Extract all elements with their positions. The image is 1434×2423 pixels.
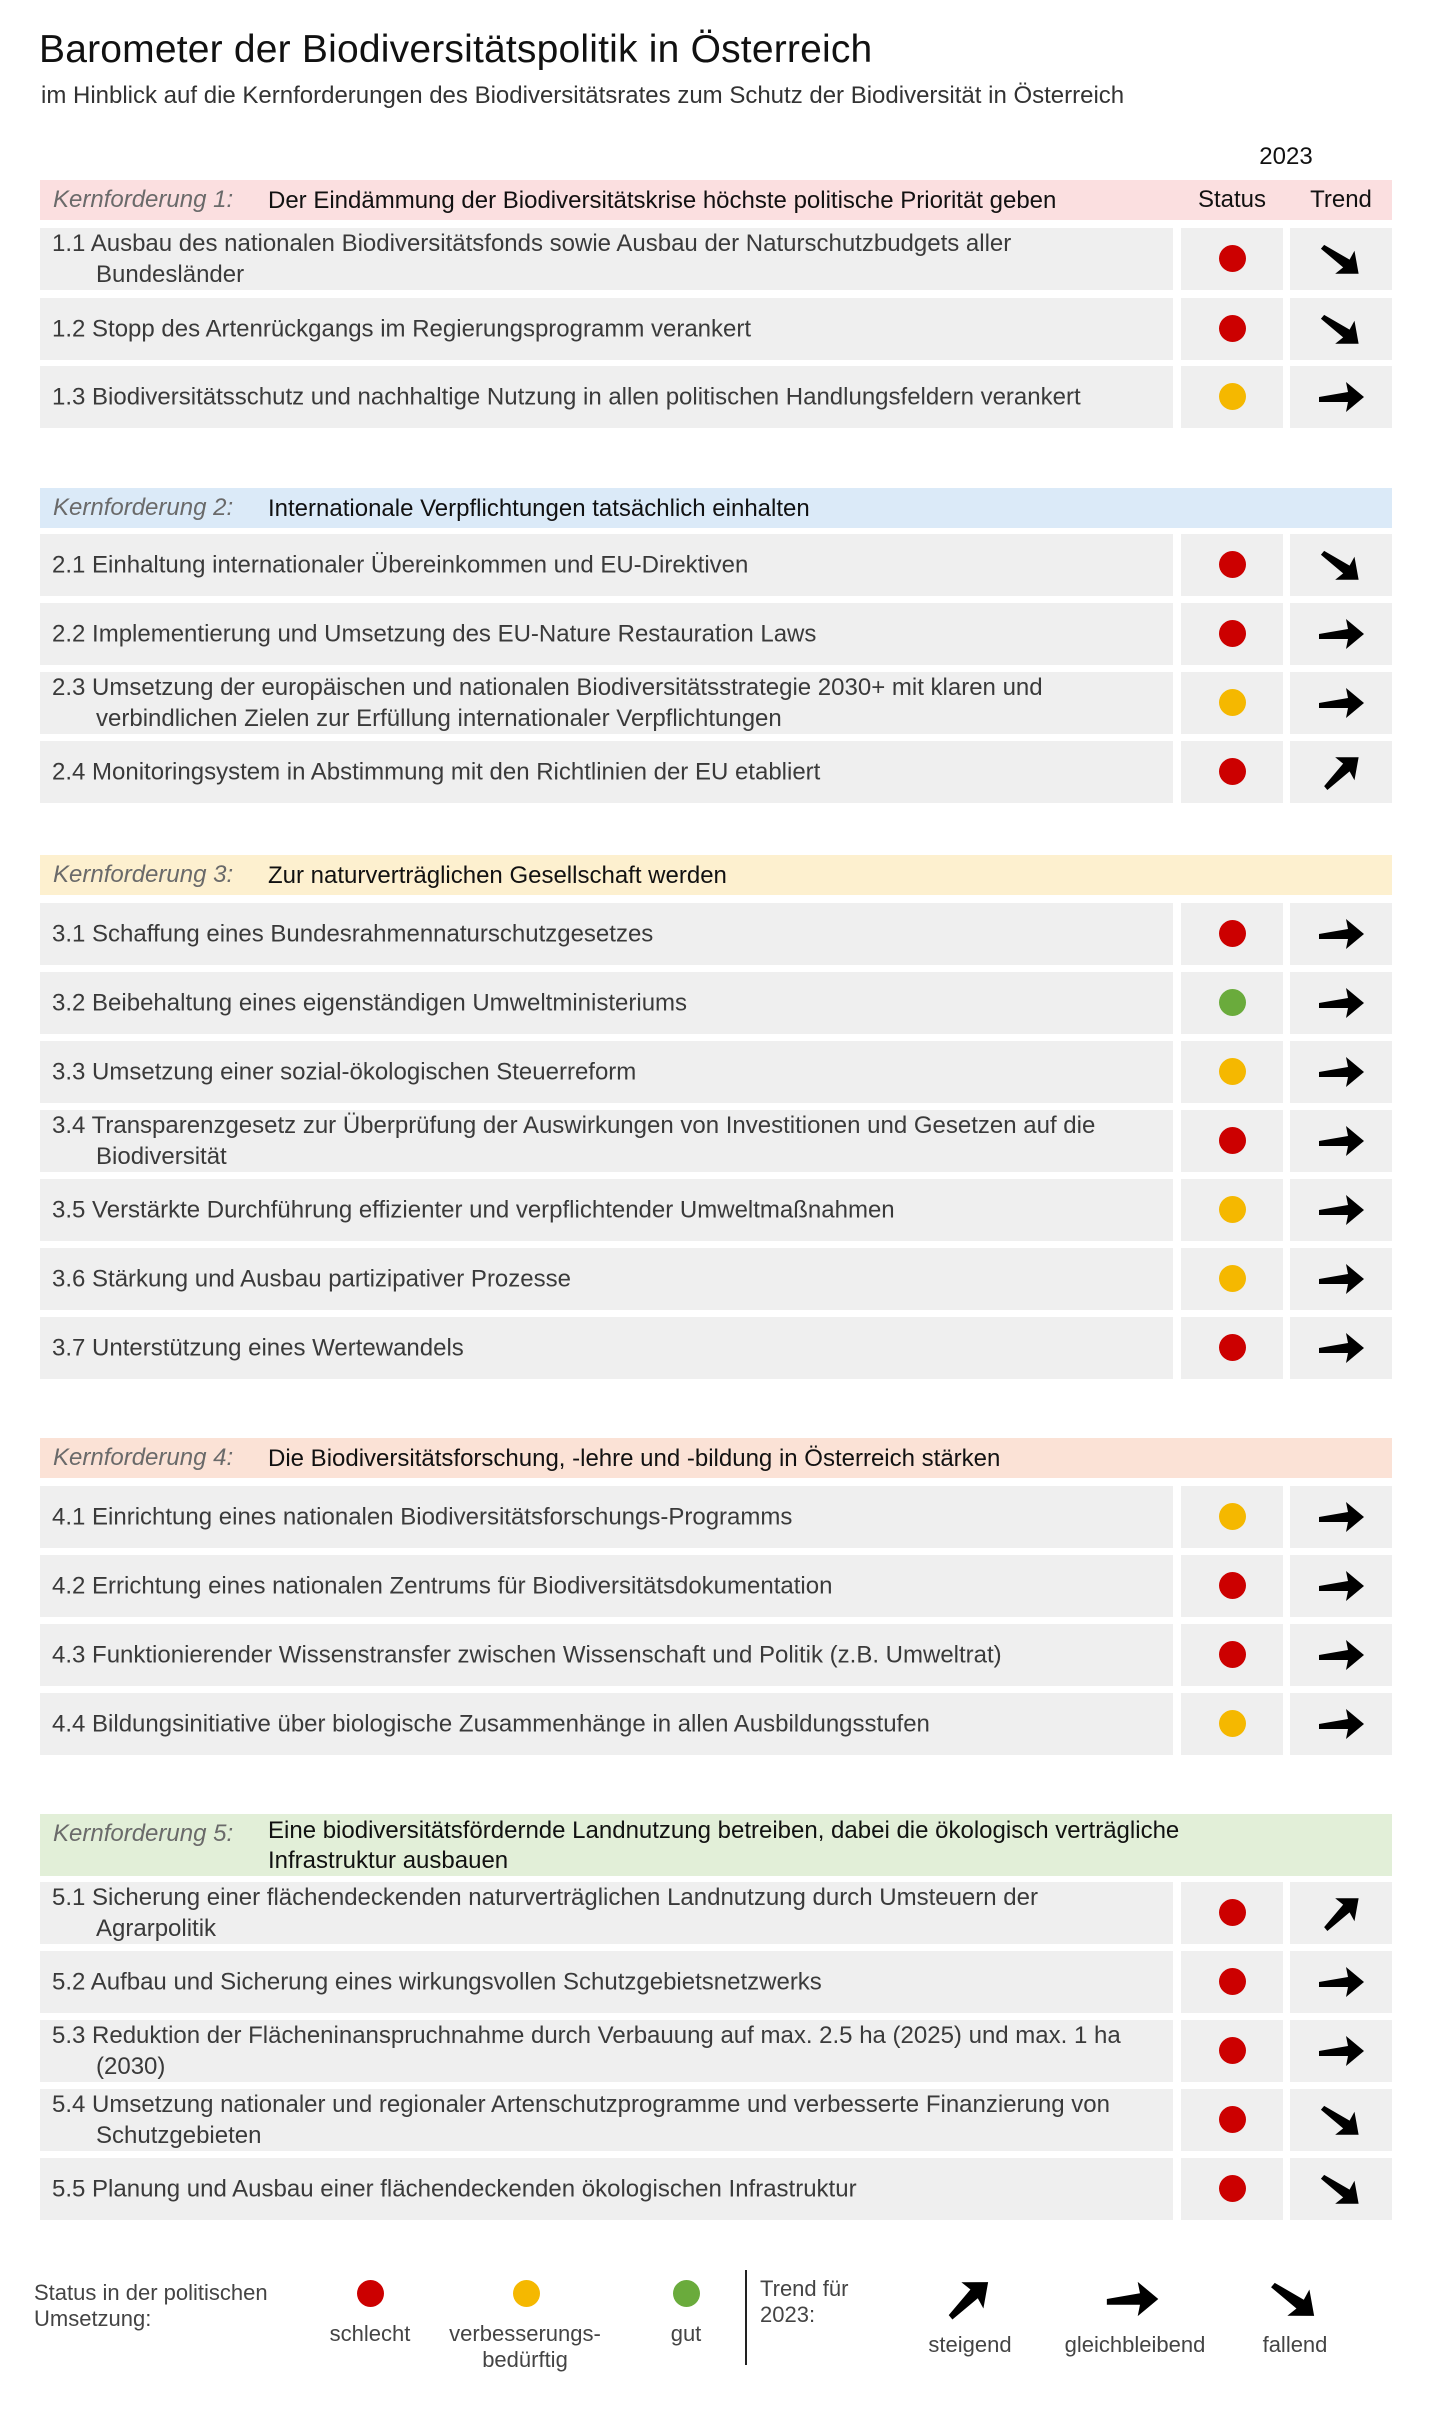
measure-row <box>40 1693 1392 1755</box>
status-dot-yellow <box>1219 1710 1246 1737</box>
trend-arrow-shape <box>1319 1502 1364 1532</box>
legend-status-title: Status in der politischen Umsetzung: <box>34 2280 268 2331</box>
measure-row <box>40 534 1392 596</box>
measure-row <box>40 2158 1392 2220</box>
status-cell <box>1181 972 1283 1034</box>
page-title: Barometer der Biodiversitätspolitik in Österreich <box>39 28 873 71</box>
trend-arrow-shape <box>1319 1640 1364 1670</box>
measure-text: 2.1 Einhaltung internationaler Übereinkommen und EU-Direktiven <box>52 551 749 579</box>
legend-dot-green <box>673 2280 700 2307</box>
trend-cell <box>1290 228 1392 290</box>
trend-arrow-shape <box>1319 1126 1364 1156</box>
measure-row <box>40 603 1392 665</box>
measure-text: 4.4 Bildungsinitiative über biologische Zusammenhänge in allen Ausbildungsstufen <box>52 1710 930 1738</box>
trend-arrow-shape <box>1315 2094 1369 2146</box>
trend-arrow-shape <box>1319 1571 1364 1601</box>
measure-text-cell <box>40 1110 1173 1172</box>
trend-gleichbleibend-arrow-icon <box>1317 1120 1365 1162</box>
measure-row <box>40 741 1392 803</box>
status-dot-red <box>1219 315 1246 342</box>
trend-gleichbleibend-arrow-icon <box>1317 1703 1365 1745</box>
status-dot-red <box>1219 551 1246 578</box>
measure-row <box>40 2089 1392 2151</box>
trend-cell <box>1290 1555 1392 1617</box>
trend-fallend-arrow-icon <box>1317 544 1365 586</box>
legend-trend-title: Trend für 2023: <box>760 2276 849 2327</box>
measure-text: 1.2 Stopp des Artenrückgangs im Regierungsprogramm verankert <box>52 315 752 343</box>
status-column-header: Status <box>1197 186 1267 213</box>
trend-cell <box>1290 1110 1392 1172</box>
status-dot-red <box>1219 1334 1246 1361</box>
measure-text: 2.4 Monitoringsystem in Abstimmung mit den Richtlinien der EU etabliert <box>52 758 821 786</box>
status-dot-yellow <box>1219 1503 1246 1530</box>
measure-text-cell <box>40 1041 1173 1103</box>
kernforderung-label: Kernforderung 4: <box>53 1444 234 1471</box>
measure-text-cell <box>40 534 1173 596</box>
trend-gleichbleibend-arrow-icon <box>1317 1565 1365 1607</box>
status-cell <box>1181 1248 1283 1310</box>
measure-text-cell <box>40 1555 1173 1617</box>
trend-cell <box>1290 366 1392 428</box>
measure-text: 3.7 Unterstützung eines Wertewandels <box>52 1334 464 1362</box>
trend-cell <box>1290 1248 1392 1310</box>
status-cell <box>1181 2158 1283 2220</box>
trend-arrow-shape <box>1319 688 1364 718</box>
trend-cell <box>1290 672 1392 734</box>
trend-fallend-arrow-icon <box>1317 2099 1365 2141</box>
measure-text: 3.3 Umsetzung einer sozial-ökologischen Steuerreform <box>52 1058 637 1086</box>
trend-arrow-shape <box>1319 2036 1364 2066</box>
measure-row <box>40 1248 1392 1310</box>
trend-cell <box>1290 972 1392 1034</box>
trend-arrow-shape <box>1319 988 1364 1018</box>
measure-row <box>40 1555 1392 1617</box>
trend-arrow-shape <box>1319 1709 1364 1739</box>
measure-text: 3.1 Schaffung eines Bundesrahmennaturschutzgesetzes <box>52 920 654 948</box>
trend-cell <box>1290 2089 1392 2151</box>
measure-text: 3.2 Beibehaltung eines eigenständigen Umweltministeriums <box>52 989 688 1017</box>
status-cell <box>1181 366 1283 428</box>
trend-cell <box>1290 1624 1392 1686</box>
measure-row <box>40 298 1392 360</box>
measure-text: 3.4 Transparenzgesetz zur Überprüfung der Auswirkungen von Investitionen und Gesetzen auf die Biodiversität <box>52 1112 1096 1170</box>
status-dot-red <box>1219 2175 1246 2202</box>
measure-text: 1.1 Ausbau des nationalen Biodiversitätsfonds sowie Ausbau der Naturschutzbudgets aller Bundesländer <box>52 230 1012 288</box>
measure-text: 5.3 Reduktion der Flächeninanspruchnahme durch Verbauung auf max. 2.5 ha (2025) und max. 1 ha (2030) <box>52 2022 1121 2080</box>
status-cell <box>1181 1486 1283 1548</box>
status-dot-red <box>1219 620 1246 647</box>
trend-cell <box>1290 534 1392 596</box>
legend-label-gleichbleibend: gleichbleibend <box>1064 2332 1206 2357</box>
measure-text-cell <box>40 741 1173 803</box>
legend-divider <box>745 2270 747 2365</box>
trend-gleichbleibend-arrow-icon <box>1317 1961 1365 2003</box>
legend-label-fallend: fallend <box>1262 2332 1328 2357</box>
status-cell <box>1181 1317 1283 1379</box>
kernforderung-header <box>40 1438 1392 1478</box>
measure-text: 1.3 Biodiversitätsschutz und nachhaltige Nutzung in allen politischen Handlungsfeldern verankert <box>52 383 1081 411</box>
kernforderung-title: Eine biodiversitätsfördernde Landnutzung betreiben, dabei die ökologisch verträgliche Infrastruktur ausbauen <box>268 1817 1180 1874</box>
measure-text: 2.3 Umsetzung der europäischen und nationalen Biodiversitätsstrategie 2030+ mit klaren und verbindlichen Zielen zur Erfüllung internationaler Verpflichtungen <box>52 674 1043 732</box>
status-dot-yellow <box>1219 1058 1246 1085</box>
kernforderung-label: Kernforderung 5: <box>53 1820 234 1847</box>
status-cell <box>1181 228 1283 290</box>
trend-gleichbleibend-arrow-icon <box>1317 1189 1365 1231</box>
legend-arrow-fallend-icon <box>1266 2275 1322 2323</box>
status-dot-red <box>1219 758 1246 785</box>
measure-row <box>40 1624 1392 1686</box>
trend-cell <box>1290 1041 1392 1103</box>
trend-arrow-shape <box>1107 2282 1158 2316</box>
kernforderung-title: Internationale Verpflichtungen tatsächlich einhalten <box>268 495 810 522</box>
status-dot-red <box>1219 920 1246 947</box>
trend-arrow-shape <box>1315 233 1369 285</box>
measure-text-cell <box>40 972 1173 1034</box>
measure-row <box>40 1951 1392 2013</box>
status-cell <box>1181 1951 1283 2013</box>
trend-gleichbleibend-arrow-icon <box>1317 2030 1365 2072</box>
status-dot-red <box>1219 2037 1246 2064</box>
trend-gleichbleibend-arrow-icon <box>1317 376 1365 418</box>
trend-cell <box>1290 2020 1392 2082</box>
trend-arrow-shape <box>1315 539 1369 591</box>
status-cell <box>1181 1624 1283 1686</box>
kernforderung-label: Kernforderung 1: <box>53 186 234 213</box>
trend-arrow-shape <box>1319 1264 1364 1294</box>
status-cell <box>1181 603 1283 665</box>
trend-arrow-shape <box>1319 919 1364 949</box>
trend-cell <box>1290 298 1392 360</box>
legend-dot-yellow <box>513 2280 540 2307</box>
measure-text: 5.4 Umsetzung nationaler und regionaler Artenschutzprogramme und verbesserte Finanzierung von Schutzgebieten <box>52 2091 1110 2149</box>
trend-fallend-arrow-icon <box>1317 2168 1365 2210</box>
trend-cell <box>1290 1951 1392 2013</box>
trend-cell <box>1290 1882 1392 1944</box>
measure-text-cell <box>40 903 1173 965</box>
legend-label-steigend: steigend <box>928 2332 1012 2357</box>
measure-row <box>40 672 1392 734</box>
trend-cell <box>1290 1179 1392 1241</box>
trend-fallend-arrow-icon <box>1317 238 1365 280</box>
measure-row <box>40 1317 1392 1379</box>
legend-arrow-gleichbleibend-icon <box>1104 2275 1160 2323</box>
status-dot-red <box>1219 245 1246 272</box>
status-dot-yellow <box>1219 1196 1246 1223</box>
measure-text: 2.2 Implementierung und Umsetzung des EU-Nature Restauration Laws <box>52 620 817 648</box>
trend-arrow-shape <box>1264 2270 1325 2329</box>
kernforderung-header <box>40 180 1392 220</box>
kernforderung-label: Kernforderung 2: <box>53 494 234 521</box>
trend-cell <box>1290 741 1392 803</box>
measure-row <box>40 1179 1392 1241</box>
measure-row <box>40 228 1392 290</box>
status-dot-red <box>1219 1899 1246 1926</box>
measure-text: 5.2 Aufbau und Sicherung eines wirkungsvollen Schutzgebietsnetzwerks <box>52 1968 822 1996</box>
status-cell <box>1181 1110 1283 1172</box>
status-dot-red <box>1219 1572 1246 1599</box>
measure-text-cell <box>40 672 1173 734</box>
measure-row <box>40 972 1392 1034</box>
trend-gleichbleibend-arrow-icon <box>1317 1327 1365 1369</box>
trend-arrow-shape <box>1315 303 1369 355</box>
measure-row <box>40 2020 1392 2082</box>
trend-gleichbleibend-arrow-icon <box>1317 1634 1365 1676</box>
trend-arrow-shape <box>1315 1887 1369 1939</box>
measure-row <box>40 1041 1392 1103</box>
measure-text-cell <box>40 1486 1173 1548</box>
measure-text: 5.1 Sicherung einer flächendeckenden naturverträglichen Landnutzung durch Umsteuern der Agrarpolitik <box>52 1884 1038 1942</box>
trend-gleichbleibend-arrow-icon <box>1317 1258 1365 1300</box>
status-dot-red <box>1219 1968 1246 1995</box>
trend-column-header: Trend <box>1310 186 1372 213</box>
trend-arrow-shape <box>1315 2163 1369 2215</box>
measure-row <box>40 1486 1392 1548</box>
trend-arrow-shape <box>1319 382 1364 412</box>
measure-text: 3.6 Stärkung und Ausbau partizipativer Prozesse <box>52 1265 571 1293</box>
trend-gleichbleibend-arrow-icon <box>1317 982 1365 1024</box>
trend-gleichbleibend-arrow-icon <box>1317 682 1365 724</box>
kernforderung-header <box>40 488 1392 528</box>
status-dot-yellow <box>1219 383 1246 410</box>
measure-text-cell <box>40 2089 1173 2151</box>
measure-text: 4.2 Errichtung eines nationalen Zentrums für Biodiversitätsdokumentation <box>52 1572 833 1600</box>
measure-text-cell <box>40 1951 1173 2013</box>
status-cell <box>1181 298 1283 360</box>
kernforderung-title: Der Eindämmung der Biodiversitätskrise höchste politische Priorität geben <box>268 187 1057 214</box>
legend-label-gut: gut <box>670 2321 702 2346</box>
status-dot-red <box>1219 1641 1246 1668</box>
kernforderung-header <box>40 1814 1392 1876</box>
trend-cell <box>1290 1486 1392 1548</box>
status-dot-green <box>1219 989 1246 1016</box>
trend-cell <box>1290 1317 1392 1379</box>
status-cell <box>1181 1179 1283 1241</box>
measure-text-cell <box>40 2158 1173 2220</box>
measure-text-cell <box>40 228 1173 290</box>
trend-cell <box>1290 1693 1392 1755</box>
trend-arrow-shape <box>1319 619 1364 649</box>
measure-text-cell <box>40 366 1173 428</box>
year-label: 2023 <box>1259 143 1313 170</box>
legend-label-schlecht: schlecht <box>329 2321 411 2346</box>
status-cell <box>1181 534 1283 596</box>
legend-arrow-steigend-icon <box>940 2275 996 2323</box>
measure-row <box>40 903 1392 965</box>
legend-label-verbesserung: verbesserungs- bedürftig <box>449 2321 601 2372</box>
status-cell <box>1181 1555 1283 1617</box>
legend-dot-red <box>357 2280 384 2307</box>
kernforderung-header <box>40 855 1392 895</box>
trend-gleichbleibend-arrow-icon <box>1317 613 1365 655</box>
measure-text-cell <box>40 1317 1173 1379</box>
page-subtitle: im Hinblick auf die Kernforderungen des Biodiversitätsrates zum Schutz der Biodiversität in Österreich <box>41 82 1125 109</box>
trend-arrow-shape <box>938 2269 999 2328</box>
status-cell <box>1181 672 1283 734</box>
trend-gleichbleibend-arrow-icon <box>1317 913 1365 955</box>
trend-cell <box>1290 903 1392 965</box>
trend-fallend-arrow-icon <box>1317 308 1365 350</box>
kernforderung-label: Kernforderung 3: <box>53 861 234 888</box>
measure-text-cell <box>40 1624 1173 1686</box>
status-cell <box>1181 1041 1283 1103</box>
status-cell <box>1181 2020 1283 2082</box>
trend-gleichbleibend-arrow-icon <box>1317 1496 1365 1538</box>
status-cell <box>1181 1882 1283 1944</box>
measure-text: 5.5 Planung und Ausbau einer flächendeckenden ökologischen Infrastruktur <box>52 2175 857 2203</box>
trend-arrow-shape <box>1319 1333 1364 1363</box>
measure-row <box>40 1882 1392 1944</box>
kernforderung-title: Zur naturverträglichen Gesellschaft werden <box>268 862 727 889</box>
trend-arrow-shape <box>1319 1057 1364 1087</box>
measure-text-cell <box>40 2020 1173 2082</box>
measure-text: 4.3 Funktionierender Wissenstransfer zwischen Wissenschaft und Politik (z.B. Umweltrat) <box>52 1641 1002 1669</box>
measure-text-cell <box>40 1693 1173 1755</box>
measure-row <box>40 1110 1392 1172</box>
measure-text-cell <box>40 1882 1173 1944</box>
kernforderung-title: Die Biodiversitätsforschung, -lehre und -bildung in Österreich stärken <box>268 1445 1001 1472</box>
trend-cell <box>1290 2158 1392 2220</box>
status-cell <box>1181 2089 1283 2151</box>
status-cell <box>1181 741 1283 803</box>
status-dot-red <box>1219 2106 1246 2133</box>
trend-arrow-shape <box>1319 1967 1364 1997</box>
measure-row <box>40 366 1392 428</box>
trend-arrow-shape <box>1319 1195 1364 1225</box>
measure-text-cell <box>40 603 1173 665</box>
trend-gleichbleibend-arrow-icon <box>1317 1051 1365 1093</box>
status-cell <box>1181 1693 1283 1755</box>
measure-text: 4.1 Einrichtung eines nationalen Biodiversitätsforschungs-Programms <box>52 1503 793 1531</box>
trend-steigend-arrow-icon <box>1317 751 1365 793</box>
status-dot-yellow <box>1219 689 1246 716</box>
status-cell <box>1181 903 1283 965</box>
trend-arrow-shape <box>1315 746 1369 798</box>
measure-text-cell <box>40 298 1173 360</box>
measure-text-cell <box>40 1248 1173 1310</box>
status-dot-red <box>1219 1127 1246 1154</box>
trend-cell <box>1290 603 1392 665</box>
measure-text: 3.5 Verstärkte Durchführung effizienter und verpflichtender Umweltmaßnahmen <box>52 1196 895 1224</box>
measure-text-cell <box>40 1179 1173 1241</box>
status-dot-yellow <box>1219 1265 1246 1292</box>
trend-steigend-arrow-icon <box>1317 1892 1365 1934</box>
